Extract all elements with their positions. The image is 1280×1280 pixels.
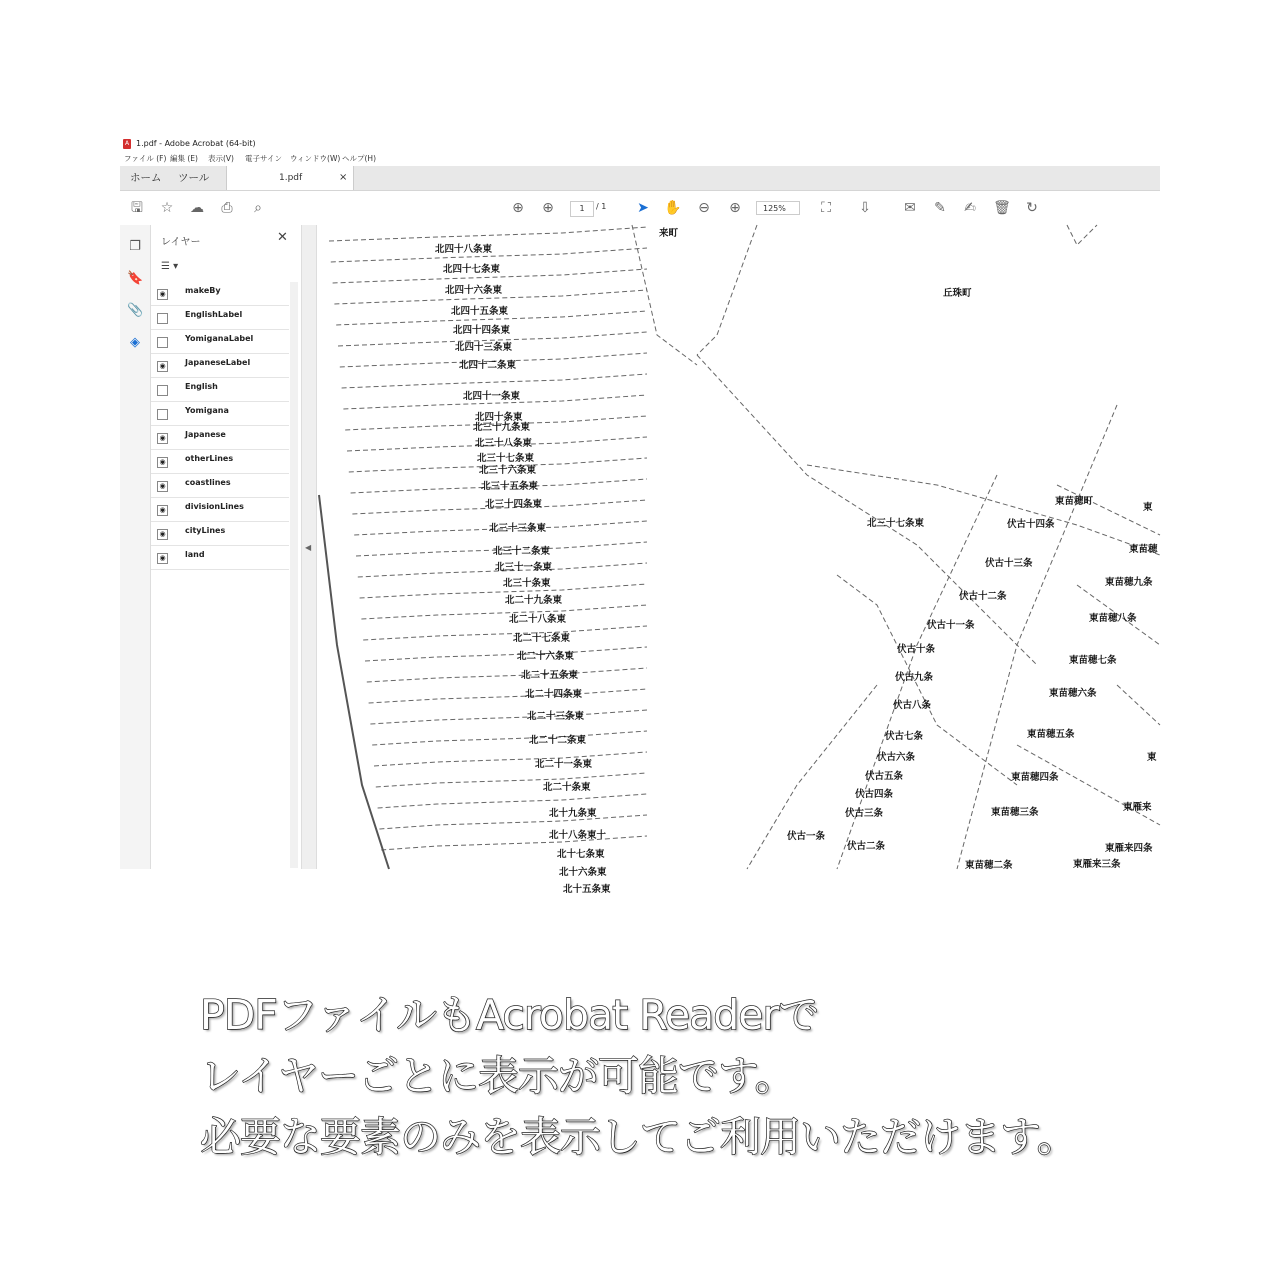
attachment-icon[interactable]: 📎 xyxy=(127,303,144,318)
map-label: 北二十七条東 xyxy=(513,633,571,644)
division-line xyxy=(370,710,647,724)
map-label: 北三十六条東 xyxy=(479,465,537,476)
division-line xyxy=(376,773,647,787)
window-title: 1.pdf - Adobe Acrobat (64-bit) xyxy=(136,139,256,148)
map-label: 北二十二条東 xyxy=(529,735,587,746)
map-label: 北三十条東 xyxy=(503,578,551,589)
eye-icon[interactable]: ◉ xyxy=(157,457,168,468)
division-line xyxy=(369,689,647,703)
map-label: 北十八条東十 xyxy=(549,830,607,841)
map-label: 北三十五条東 xyxy=(481,481,539,492)
layer-row[interactable] xyxy=(151,282,289,306)
eye-icon[interactable]: ◉ xyxy=(157,505,168,516)
map-label: 北二十一条東 xyxy=(535,759,593,770)
zoom-select[interactable]: 125% xyxy=(756,201,800,215)
page-number-input[interactable]: 1 xyxy=(570,201,594,217)
zoom-in-icon[interactable]: ⊕ xyxy=(729,200,741,216)
division-line xyxy=(957,405,1117,869)
map-label: 北十五条東 xyxy=(563,884,611,895)
map-label: 北二十五条東 xyxy=(521,670,579,681)
rotate-icon[interactable]: ↻ xyxy=(1026,200,1038,216)
map-label: 伏古十三条 xyxy=(985,558,1033,569)
map-label: 伏古七条 xyxy=(885,731,924,742)
layer-options-menu[interactable]: ☰ ▾ xyxy=(161,261,179,272)
menu-edit[interactable]: 編集 (E) xyxy=(170,154,198,163)
menu-window[interactable]: ウィンドウ(W) xyxy=(290,154,341,163)
caption-line-2: レイヤーごとに表示が可能です。 xyxy=(200,1052,795,1100)
page-up-icon[interactable]: ⊕ xyxy=(512,200,524,216)
layer-row[interactable] xyxy=(151,306,289,330)
layer-name: coastlines xyxy=(185,478,231,487)
map-label: 東苗穂五条 xyxy=(1027,729,1075,740)
map-label: 東雁来 xyxy=(1123,802,1152,813)
map-label: 東苗穂九条 xyxy=(1105,577,1153,588)
layer-row[interactable] xyxy=(151,402,289,426)
division-line xyxy=(697,225,757,355)
star-icon[interactable]: ☆ xyxy=(160,200,174,216)
panel-splitter[interactable] xyxy=(302,225,317,869)
title-bar xyxy=(120,137,1160,151)
close-icon[interactable]: ✕ xyxy=(277,230,288,245)
menu-file[interactable]: ファイル (F) xyxy=(124,154,167,163)
visibility-checkbox[interactable] xyxy=(157,337,168,348)
layer-row[interactable] xyxy=(151,450,289,474)
hand-tool-icon[interactable]: ✋ xyxy=(664,200,682,216)
map-label: 東苗穂四条 xyxy=(1011,772,1059,783)
map-label: 北三十九条東 xyxy=(473,422,531,433)
map-label: 北四十四条東 xyxy=(453,325,511,336)
document-view[interactable] xyxy=(317,225,1160,895)
map-label: 伏古二条 xyxy=(847,841,886,852)
map-label: 北三十七条東 xyxy=(867,518,925,529)
map-label: 北二十九条東 xyxy=(505,595,563,606)
zoom-out-icon[interactable]: ⊖ xyxy=(698,200,710,216)
division-line xyxy=(365,647,647,661)
bookmark-icon[interactable]: 🔖 xyxy=(127,271,144,286)
map-label: 北四十六条東 xyxy=(445,285,503,296)
map-label: 北十六条東 xyxy=(559,867,607,878)
map-label: 北二十六条東 xyxy=(517,651,575,662)
division-line xyxy=(632,225,697,365)
map-label: 北四十五条東 xyxy=(451,306,509,317)
map-label: 北二十三条東 xyxy=(527,711,585,722)
highlight-pen-icon[interactable]: ✎ xyxy=(934,200,946,216)
division-line xyxy=(329,227,647,241)
caption-line-1: PDFファイルもAcrobat Readerで xyxy=(200,991,819,1039)
eye-icon[interactable]: ◉ xyxy=(157,481,168,492)
division-line xyxy=(381,836,647,850)
menu-bar xyxy=(120,151,1160,165)
layer-list xyxy=(151,282,289,570)
map-label: 伏古四条 xyxy=(855,789,894,800)
map-label: 来町 xyxy=(659,228,679,239)
search-icon[interactable]: ⌕ xyxy=(254,200,262,216)
eye-icon[interactable]: ◉ xyxy=(157,289,168,300)
map-label: 東 xyxy=(1147,752,1157,763)
layer-row[interactable] xyxy=(151,546,289,570)
division-line xyxy=(367,668,647,682)
map-label: 東苗穂八条 xyxy=(1089,613,1137,624)
map-label: 伏古三条 xyxy=(845,808,884,819)
left-navigation-rail xyxy=(120,225,151,869)
page-down-icon[interactable]: ⊕ xyxy=(542,200,554,216)
layer-row[interactable] xyxy=(151,426,289,450)
cloud-upload-icon[interactable]: ☁ xyxy=(190,200,204,216)
menu-esign[interactable]: 電子サイン xyxy=(245,154,282,163)
layer-name: English xyxy=(185,382,218,391)
collapse-panel-icon[interactable]: ◀ xyxy=(305,543,312,552)
division-line xyxy=(1067,225,1097,245)
division-line xyxy=(374,752,647,766)
menu-help[interactable]: ヘルプ(H) xyxy=(342,154,376,163)
menu-view[interactable]: 表示(V) xyxy=(208,154,234,163)
map-label: 北三十四条東 xyxy=(485,499,543,510)
layer-row[interactable] xyxy=(151,474,289,498)
map-label: 東苗穂二条 xyxy=(965,860,1013,871)
division-line xyxy=(379,815,647,829)
division-line xyxy=(361,605,647,619)
toolbar xyxy=(120,191,1160,226)
map-label: 伏古八条 xyxy=(893,700,932,711)
map-label: 東苗穂三条 xyxy=(991,807,1039,818)
map-label: 東苗穂六条 xyxy=(1049,688,1097,699)
eye-icon[interactable]: ◉ xyxy=(157,433,168,444)
map-label: 東雁来四条 xyxy=(1105,843,1153,854)
eye-icon[interactable]: ◉ xyxy=(157,529,168,540)
layer-name: YomiganaLabel xyxy=(185,334,254,343)
map-label: 北四十七条東 xyxy=(443,264,501,275)
comment-icon[interactable]: ✉ xyxy=(904,200,916,216)
layer-row[interactable] xyxy=(151,522,289,546)
map-label: 東苗穂 xyxy=(1129,544,1158,555)
map-label: 北四十条東 xyxy=(475,412,523,423)
division-line xyxy=(807,465,1160,555)
layer-row[interactable] xyxy=(151,498,289,522)
layers-panel-title: レイヤー xyxy=(161,237,201,248)
map-label: 北四十二条東 xyxy=(459,360,517,371)
coastline xyxy=(319,495,389,869)
map-label: 北三十三条東 xyxy=(489,523,547,534)
layer-name: makeBy xyxy=(185,286,221,295)
visibility-checkbox[interactable] xyxy=(157,385,168,396)
tab-document[interactable] xyxy=(226,166,354,190)
map-label: 伏古九条 xyxy=(895,672,934,683)
division-line xyxy=(697,355,1037,665)
map-label: 北十九条東 xyxy=(549,808,597,819)
acrobat-app-icon: A xyxy=(124,140,130,147)
tab-tools[interactable]: ツール xyxy=(178,172,210,184)
page-total: / 1 xyxy=(596,202,607,211)
fit-page-icon[interactable]: ⛶ xyxy=(821,200,831,216)
map-label: 伏古十四条 xyxy=(1007,519,1055,530)
map-label: 北四十三条東 xyxy=(455,342,513,353)
division-line xyxy=(342,374,647,388)
layer-name: JapaneseLabel xyxy=(185,358,251,367)
print-icon[interactable]: ⎙ xyxy=(221,200,233,216)
map-label: 北二十条東 xyxy=(543,782,591,793)
save-icon[interactable]: 🖫 xyxy=(131,200,143,216)
map-label: 伏古十条 xyxy=(897,644,936,655)
eye-icon[interactable]: ◉ xyxy=(157,553,168,564)
map-label: 伏古十一条 xyxy=(927,620,975,631)
map-label: 北十七条東 xyxy=(557,849,605,860)
layers-icon[interactable]: ◈ xyxy=(130,335,140,350)
layer-name: land xyxy=(185,550,205,559)
map-label: 北三十七条東 xyxy=(477,453,535,464)
visibility-checkbox[interactable] xyxy=(157,409,168,420)
division-line xyxy=(378,794,647,808)
select-arrow-icon[interactable]: ➤ xyxy=(637,200,649,216)
map-label: 伏古六条 xyxy=(877,752,916,763)
division-line xyxy=(372,731,647,745)
map-label: 北三十一条東 xyxy=(495,562,553,573)
layer-name: otherLines xyxy=(185,454,234,463)
map-label: 北三十二条東 xyxy=(493,546,551,557)
map-label: 伏古一条 xyxy=(787,831,826,842)
sign-icon[interactable]: ✍ xyxy=(964,200,976,216)
tab-document-label: 1.pdf xyxy=(279,173,303,183)
layer-list-scrollbar[interactable] xyxy=(290,282,298,868)
division-line xyxy=(1117,685,1160,725)
map-label: 北二十四条東 xyxy=(525,689,583,700)
layer-name: divisionLines xyxy=(185,502,244,511)
layer-row[interactable] xyxy=(151,354,289,378)
map-page xyxy=(317,225,1160,895)
map-label: 東苗穂町 xyxy=(1055,496,1094,507)
caption-line-3: 必要な要素のみを表示してご利用いただけます。 xyxy=(200,1113,1077,1161)
map-label: 東 xyxy=(1143,502,1153,513)
map-label: 丘珠町 xyxy=(943,288,972,299)
map-label: 北四十八条東 xyxy=(435,244,493,255)
layers-panel xyxy=(151,225,302,869)
acrobat-window xyxy=(120,137,1160,895)
tab-close-icon[interactable]: × xyxy=(339,172,348,183)
map-label: 北四十一条東 xyxy=(463,391,521,402)
delete-icon[interactable]: 🗑 xyxy=(993,200,1011,216)
tab-bar xyxy=(120,166,1160,191)
eye-icon[interactable]: ◉ xyxy=(157,361,168,372)
division-line xyxy=(363,626,647,640)
page-thumbnails-icon[interactable]: ❐ xyxy=(129,239,141,254)
layer-name: Japanese xyxy=(185,430,226,439)
tab-home[interactable]: ホーム xyxy=(130,172,162,184)
map-label: 北二十八条東 xyxy=(509,614,567,625)
map-label: 伏古十二条 xyxy=(959,591,1007,602)
map-label: 東苗穂七条 xyxy=(1069,655,1117,666)
layer-name: EnglishLabel xyxy=(185,310,243,319)
layer-name: Yomigana xyxy=(185,406,229,415)
scroll-mode-icon[interactable]: ⇩ xyxy=(859,200,871,216)
layer-name: cityLines xyxy=(185,526,226,535)
visibility-checkbox[interactable] xyxy=(157,313,168,324)
map-label: 北三十八条東 xyxy=(475,438,533,449)
layer-row[interactable] xyxy=(151,330,289,354)
layer-row[interactable] xyxy=(151,378,289,402)
map-label: 伏古五条 xyxy=(865,771,904,782)
map-label: 東雁来三条 xyxy=(1073,859,1121,870)
